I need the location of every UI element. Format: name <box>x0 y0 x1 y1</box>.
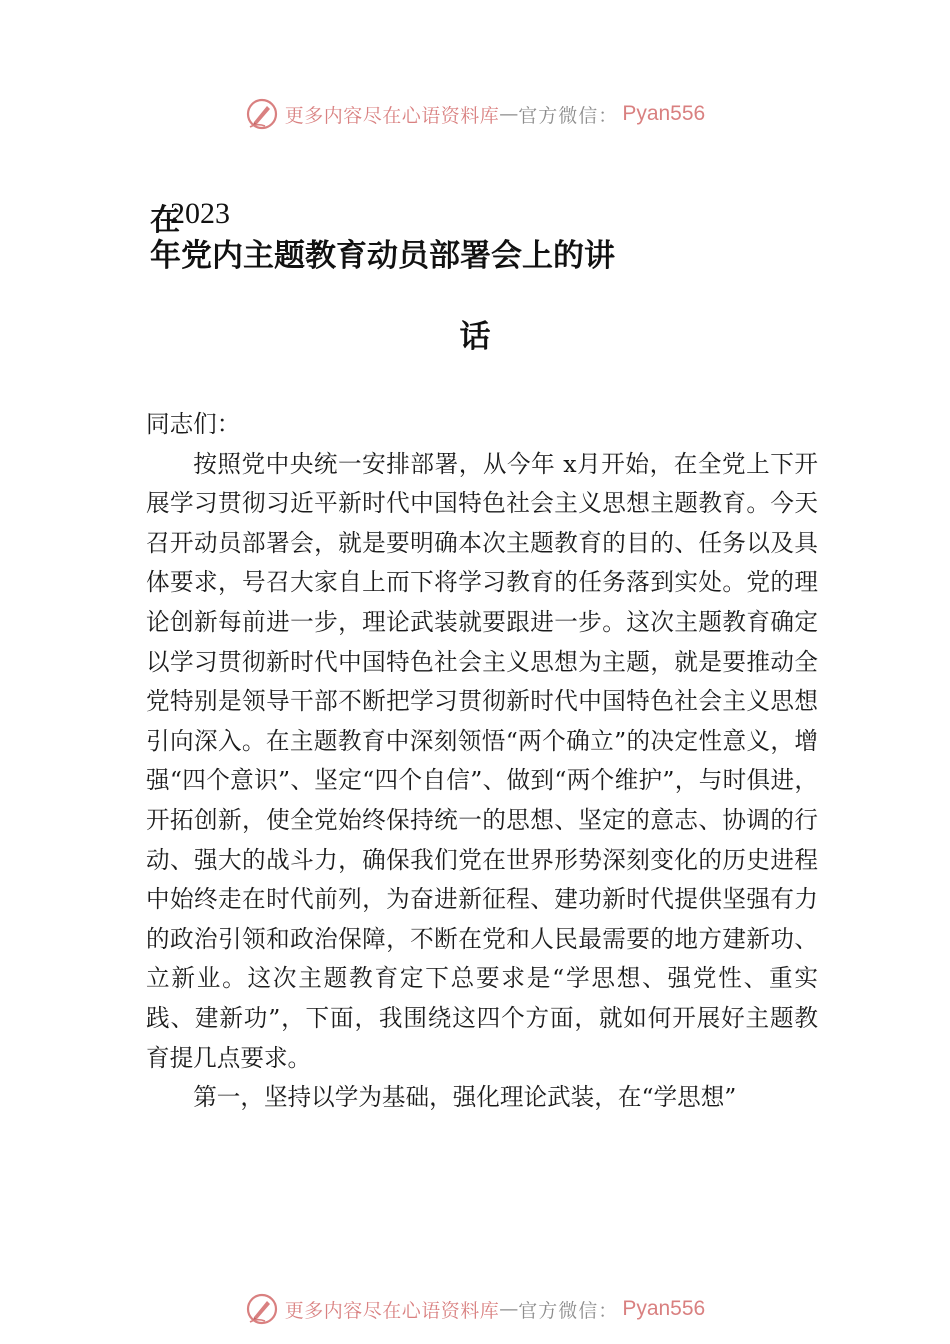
document-title <box>150 195 810 355</box>
title-line-1: 年党内主题教育动员部署会上的讲 <box>150 238 615 274</box>
watermark-wechat-id: Pyan556 <box>622 102 706 125</box>
pen-logo-icon <box>245 1292 279 1326</box>
watermark-wechat-id: Pyan556 <box>622 1297 706 1320</box>
watermark-label: 官方微信： <box>518 1299 619 1322</box>
paragraph-1: 按照党中央统一安排部署，从今年 x月开始，在全党上下开展学习贯彻习近平新时代中国特色社会主义思想主题教育。今天召开动员部署会，就是要明确本次主题教育的目的、任务以及具体要求，号召大家自上而下将学习教育的任务落到实处。党的理论创新每前进一步，理论武装就要跟进一步。这次主题教育确定以学习贯彻新时代中国特色社会主义思想为主题，就是要推动全党特别是领导干部不断把学习贯彻新时代中国特色社会主义思想引向深入。在主题教育中深刻领悟“两个确立”的决定性意义，增强“四个意识”、坚定“四个自信”、做到“两个维护”，与时俱进，开拓创新，使全党始终保持统一的思想、坚定的意志、协调的行动、强大的战斗力，确保我们党在世界形势深刻变化的历史进程中始终走在时代前列，为奋进新征程、建功新时代提供坚强有力的政治引领和政治保障，不断在党和人民最需要的地方建新功、立新业。这次主题教育定下总要求是“学思想、强党性、重实践、建新功”，下面，我围绕这四个方面，就如何开展好主题教育提几点要求。 <box>146 449 818 1072</box>
title-prefix-row <box>150 195 810 238</box>
watermark-separator: — <box>499 1298 519 1320</box>
title-prefix: 在 <box>150 203 180 238</box>
salutation: 同志们： <box>146 410 241 438</box>
watermark-header <box>0 94 950 134</box>
title-year: 2023 <box>170 197 230 230</box>
watermark-title: 更多内容尽在心语资料库 <box>284 1299 500 1322</box>
pen-logo-icon <box>245 97 279 131</box>
watermark-label: 官方微信： <box>518 104 619 127</box>
watermark-title: 更多内容尽在心语资料库 <box>284 104 500 127</box>
title-line-2: 话 <box>459 319 491 355</box>
watermark-footer <box>0 1289 950 1329</box>
document-body <box>146 405 818 1118</box>
watermark-separator: — <box>499 103 519 125</box>
paragraph-2: 第一，坚持以学为基础，强化理论武装，在“学思想” <box>193 1083 737 1112</box>
